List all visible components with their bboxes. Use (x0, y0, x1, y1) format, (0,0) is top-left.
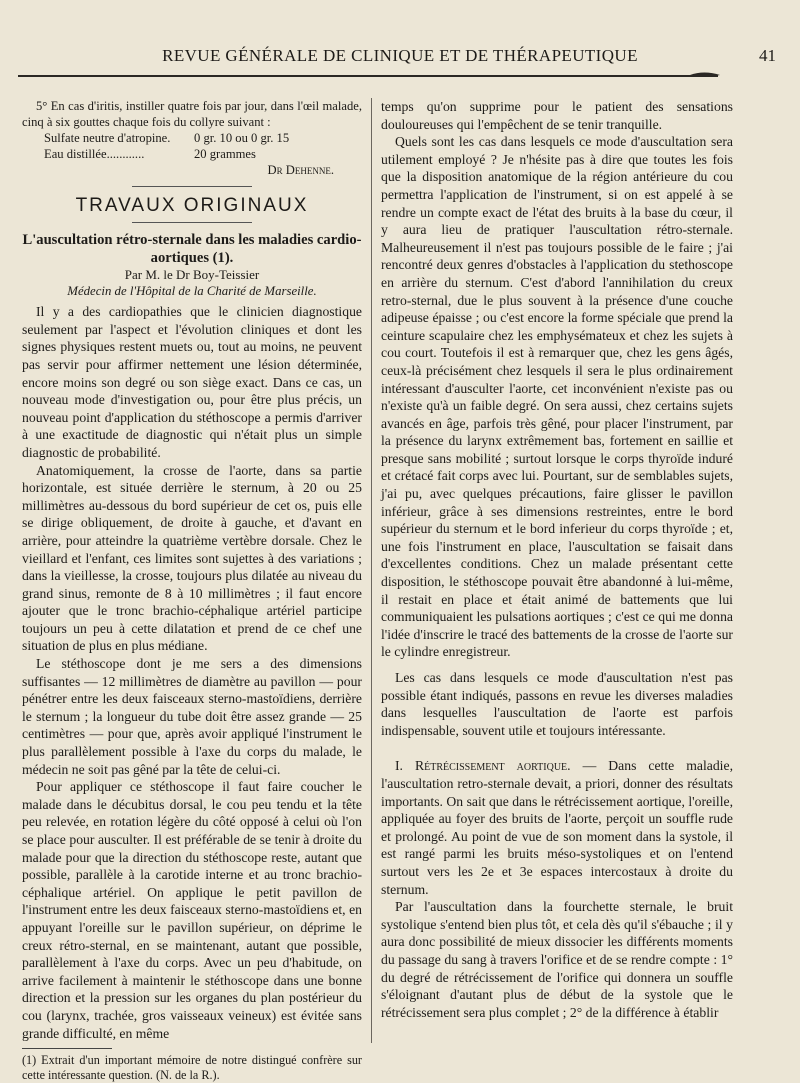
prescription-signature: Dr Dehenne. (267, 163, 334, 177)
section-rule-bottom (132, 222, 252, 223)
body-paragraph: Il y a des cardiopathies que le clinicien diagnostique seulement par l'aspect et l'évolution cliniques et dont les signes physiques restent muets ou, tout au moins, ne peuvent pas servir pour affirmer nettement une lésion déterminée, encore moins son degré ou son siège exact. Dans ce cas, un nouveau mode d'investigation ou, pour être plus précis, un nouveau point d'application du stéthoscope a permis d'arriver à une exactitude de diagnostic qui n'était plus un simple diagnostic de probabilité. (22, 304, 362, 460)
prescription-qty: 0 gr. 10 ou 0 gr. 15 (194, 131, 290, 145)
footnote: (1) Extrait d'un important mémoire de notre distingué confrère sur cette intéressante question. (N. de la R.). (22, 1053, 362, 1083)
paragraph-spacer (381, 739, 733, 757)
page-number: 41 (759, 46, 776, 65)
body-paragraph: Le stéthoscope dont je me sers a des dimensions suffisantes — 12 millimètres de diamètre au pavillon — pour pénétrer entre les deux faisceaux sterno-mastoïdiens, derrière le sternum ; la longueur du tube doit être assez grande — 25 centimètres — pour que, après avoir appliqué l'instrument le plus parallèlement possible à l'axe du corps du malade, le médecin ne soit pas gêné par la tête de celui-ci. (22, 656, 362, 777)
subsection-text: — Dans cette maladie, l'auscultation retro-sternale devait, a priori, donner des résultats importants. On sait que dans le rétrécissement aortique, l'oreille, appliquée au foyer des bruits de l'aorte, perçoit un souffle rude et prolongé. Au point de vue de son moment dans la systole, il est rangé parmi les bruits méso-systoliques et on l'entend surtout vers les 2e et 3e espaces intercostaux à droite du sternum. (381, 758, 733, 897)
right-column (381, 98, 733, 1021)
section-heading: TRAVAUX ORIGINAUX (75, 194, 309, 216)
prescription-item: Eau distillée............ (44, 147, 145, 161)
article-byline: Par M. le Dr Boy-Teissier (124, 267, 260, 283)
prescription-qty: 20 grammes (194, 147, 256, 161)
subsection-label: I. Rétrécissement aortique. (395, 758, 571, 774)
article-affiliation: Médecin de l'Hôpital de la Charité de Marseille. (67, 284, 317, 299)
subsection-paragraph (381, 757, 733, 898)
prescription-item: Sulfate neutre d'atropine. (44, 131, 171, 145)
header-rule (18, 75, 718, 77)
running-header (18, 42, 782, 72)
journal-title: REVUE GÉNÉRALE DE CLINIQUE ET DE THÉRAPEUTIQUE (162, 46, 638, 65)
article-title: L'auscultation rétro-sternale dans les maladies cardio-aortiques (1). (22, 232, 362, 267)
prescription-row (44, 130, 362, 146)
body-paragraph: Quels sont les cas dans lesquels ce mode d'auscultation sera utilement employé ? Je n'hésite pas à dire que toutes les fois que la disposition anatomique de la région antérieure du cou permettra l'application de l'instrument, si on est appelé à se rendre un compte exact de l'état des bruits à la base du cœur, il y aura lieu de pratiquer l'auscultation rétro-sternale. Malheureusement il n'est pas toujours possible de le faire ; j'ai rencontré deux genres d'obstacles à l'application du stethoscope en arrière du sternum. C'est d'abord l'annihilation du creux retro-sternal, due le plus souvent à la présence d'une couche adipeuse épaisse ; ou c'est encore la forme spéciale que prend la ceinture scapulaire chez les emphysémateux et chez les sujets à cou court. Toutefois il est à remarquer que, chez les gens âgés, ceux-là précisément chez lesquels il sera le plus ordinairement intéressant d'ausculter l'aorte, cet inconvénient n'existe pas ou n'existe qu'à un faible degré. On sera aussi, chez certains sujets avancés en âge, parfois très gêné, pour placer l'instrument, par la présence du larynx extrêmement bas, fortement en saillie et presque sans mobilité ; surtout lorsque le corps thyroïde induré et crétacé fait corps avec lui. Pourtant, sur de semblables sujets, j'ai pu, avec quelques précautions, faire glisser le pavillon inférieur, grâce à ses dimensions restreintes, entre le bord supérieur du sternum et le bord inferieur du corps thyroïde ; et, une fois l'instrument en place, l'auscultation se faisait dans d'excellentes conditions. Chez un malade présentant cette disposition, le stéthoscope pouvait être abandonné à lui-même, il restait en place et était animé de battements que lui communiquaient les pulsations aortiques ; c'est ce qui me donna l'idée d'inscrire le tracé des battements de la crosse de l'aorte sur le cylindre enregistreur. (381, 134, 733, 660)
left-column (22, 98, 362, 1083)
prescription-intro: 5° En cas d'iritis, instiller quatre fois par jour, dans l'œil malade, cinq à six gouttes chaque fois du collyre suivant : (22, 99, 362, 129)
prescription (44, 130, 362, 162)
body-paragraph: Anatomiquement, la crosse de l'aorte, dans sa partie horizontale, est située derrière le sternum, à 20 ou 25 millimètres au-dessous du bord supérieur de cet os, puis elle se dirige obliquement, de droite à gauche, et d'avant en arrière, pour atteindre la quatrième vertèbre dorsale. Chez le vieillard et l'enfant, ces limites sont sujettes à des variations ; dans la vieillesse, la crosse, toujours plus dilatée au niveau du grand sinus, remonte de 8 à 10 millimètres ; il faut encore ajouter que le tronc brachio-céphalique artériel participe toujours un peu à cette dilatation et prend de ce chef une situation de plus en plus médiane. (22, 462, 362, 654)
body-paragraph: Pour appliquer ce stéthoscope il faut faire coucher le malade dans le décubitus dorsal, le cou peu tendu et la tête peu relevée, en rotation légère du côté opposé à celui où l'on se place pour ausculter. Il est préférable de se tenir à droite du malade pour que la direction du stéthoscope reste, autant que possible, parallèle à la carotide interne et au tronc brachio-céphalique artériel. On applique le petit pavillon de l'instrument entre les deux faisceaux sterno-mastoïdiens et, en appuyant l'oreille sur le pavillon supérieur, on déprime le creux rétro-sternal, en se maintenant, autant que possible, parallèlement à l'axe du corps. Avec un peu d'habitude, on arrive facilement à maintenir le stéthoscope dans une bonne direction et la pression sur les organes du plan postérieur du cou (larynx, trachée, gros vaisseaux veineux) est évitée sans grande difficulté, en même (22, 779, 362, 1041)
body-paragraph: temps qu'on supprime pour le patient des sensations douloureuses qui l'empêchent de se tenir tranquille. (381, 99, 733, 132)
body-paragraph: Les cas dans lesquels ce mode d'auscultation n'est pas possible étant indiqués, passons en revue les diverses maladies dans lesquelles l'auscultation de l'aorte est parfois indispensable, souvent utile et toujours intéressante. (381, 670, 733, 738)
column-divider (371, 98, 372, 1043)
footnote-rule (22, 1048, 112, 1049)
prescription-row (44, 146, 362, 162)
body-paragraph: Par l'auscultation dans la fourchette sternale, le bruit systolique s'entend bien plus tôt, et cela dès qu'il s'ébauche ; il y aura donc possibilité de mieux dissocier les différents moments du passage du sang à travers l'orifice et de se rendre compte : 1° du degré de rétrécissement de l'orifice qui donnera un souffle s'éloignant d'autant plus de début de la systole que le rétrécissement sera plus complet ; 2° de la différence à établir (381, 899, 733, 1020)
header-rule-flourish-icon (690, 68, 724, 82)
section-rule-top (132, 186, 252, 187)
